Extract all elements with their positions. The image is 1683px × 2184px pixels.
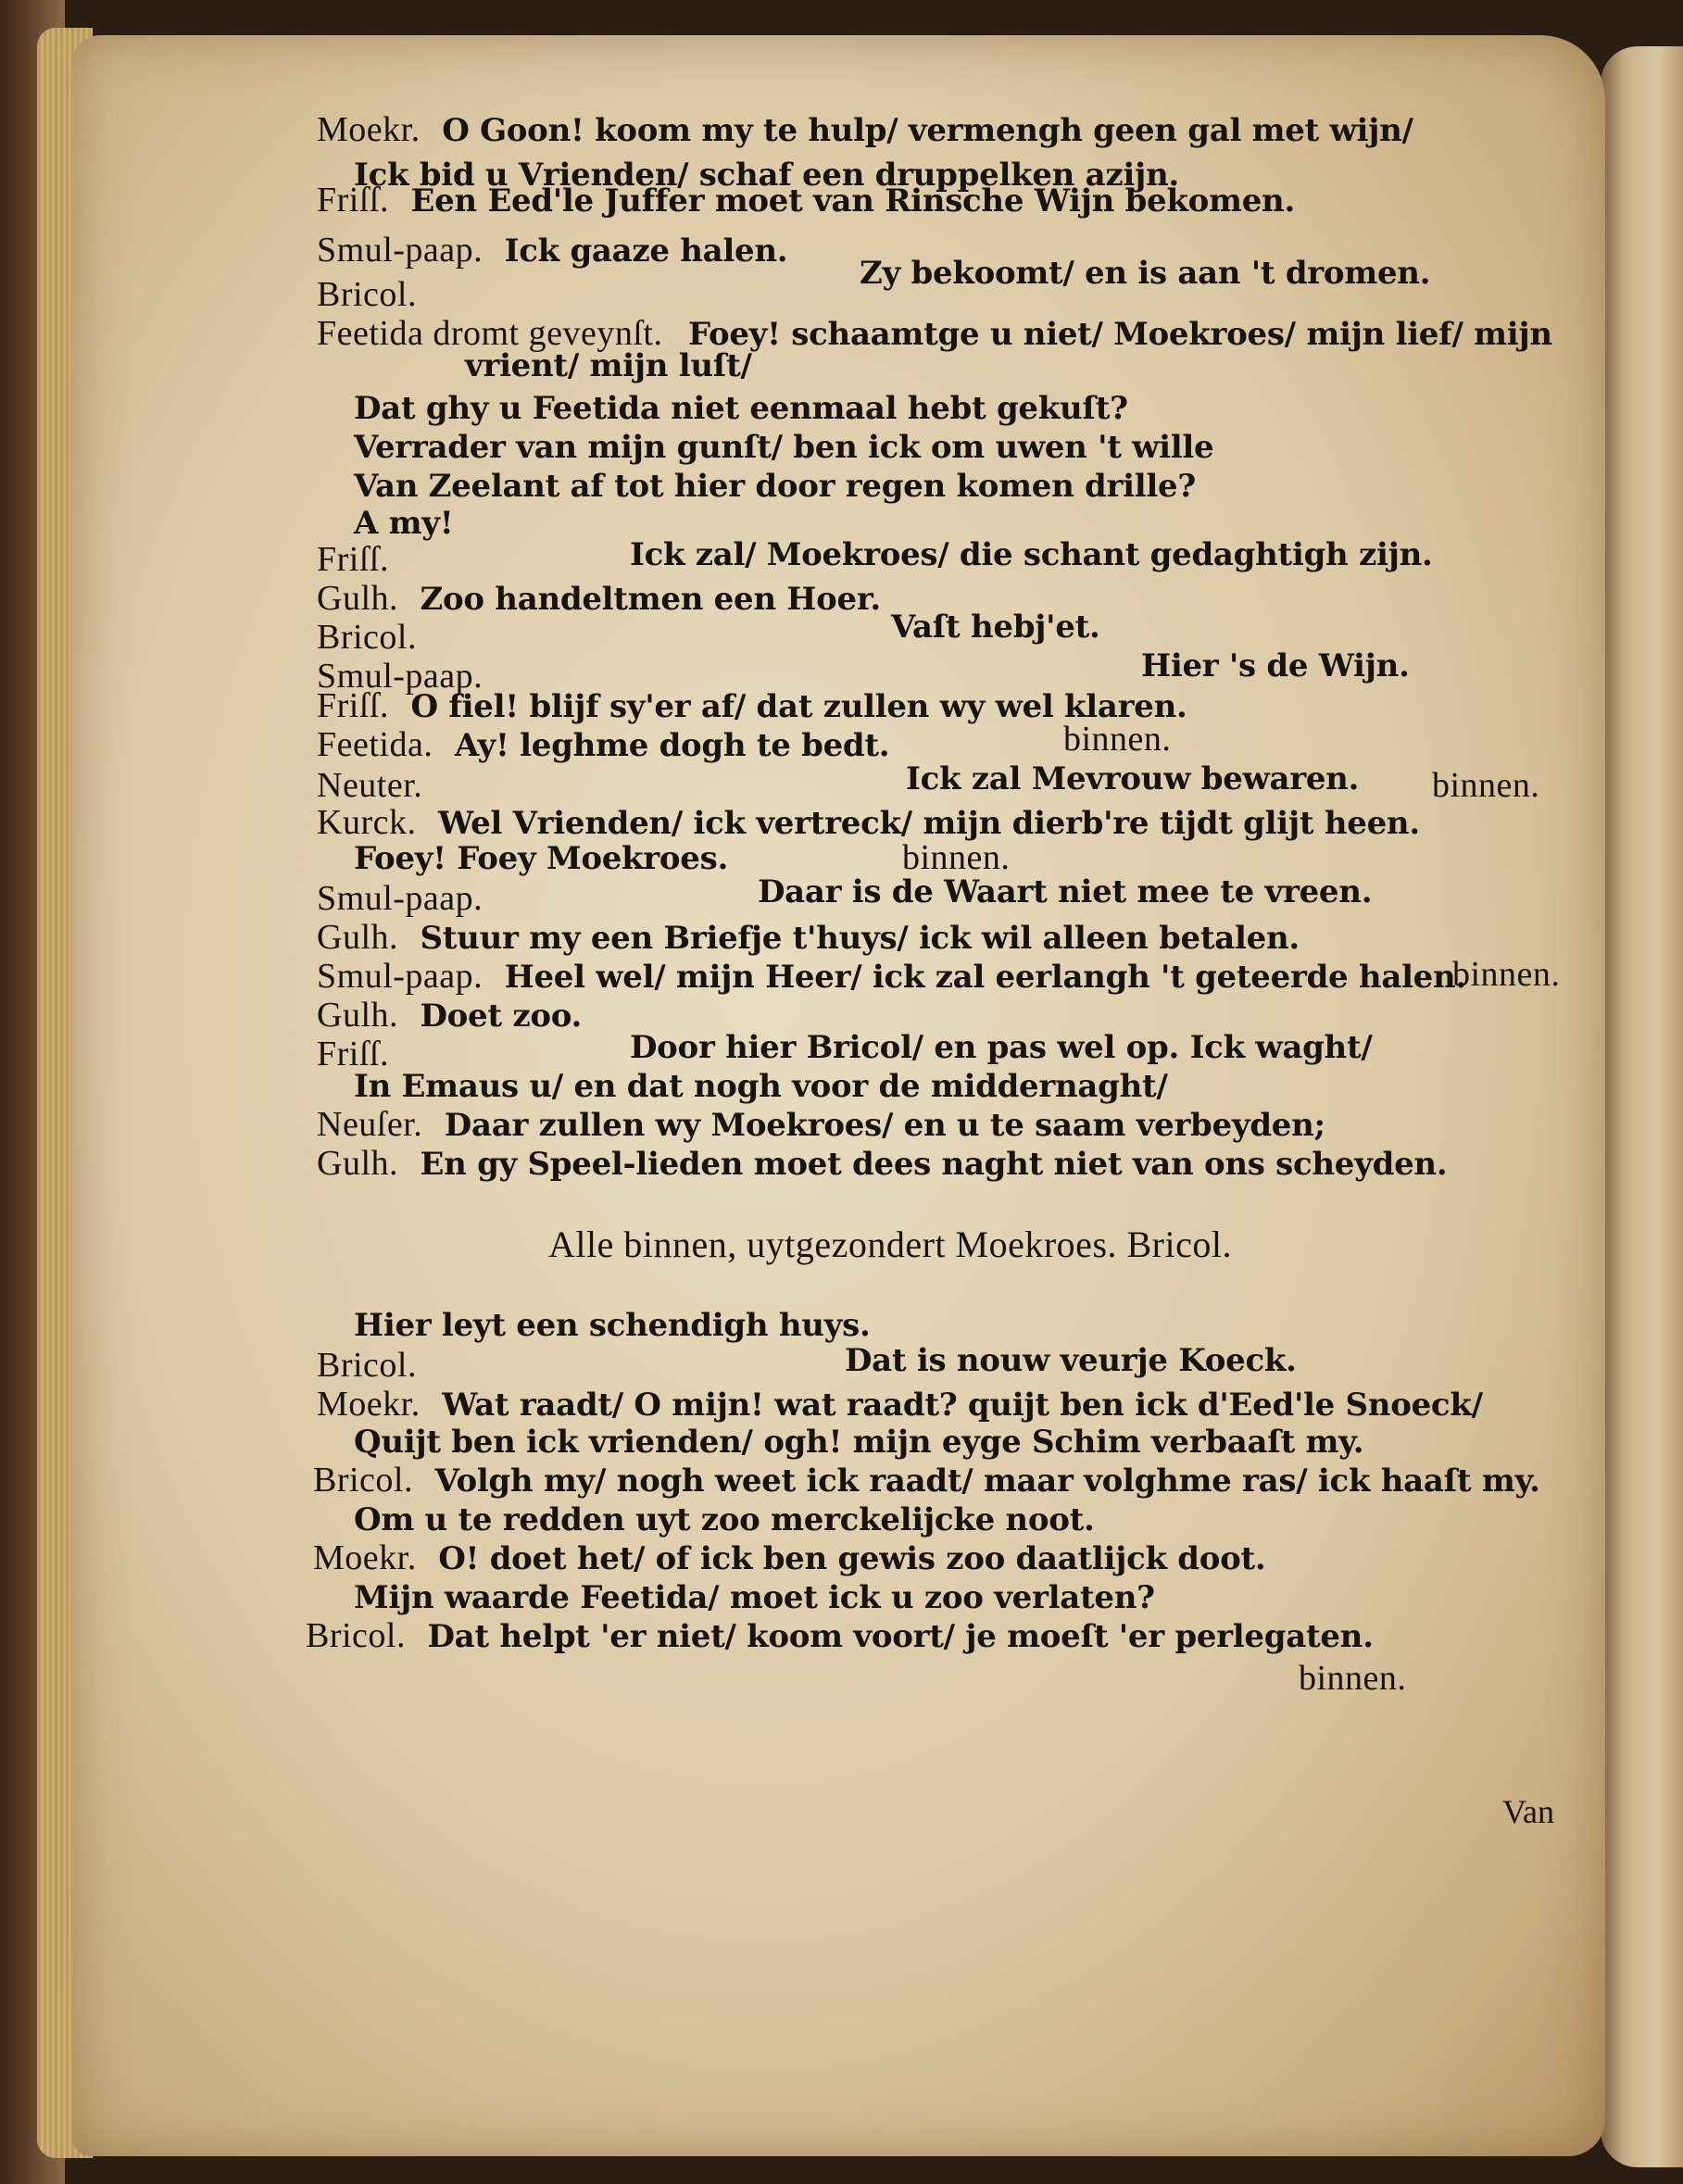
verse-text: Wat raadt/ O mijn! wat raadt? quijt ben ick d'Eed'le Snoeck/	[442, 1387, 1483, 1424]
text-line	[317, 539, 389, 580]
verse-text: Ick zal Mevrouw bewaren.	[906, 760, 1360, 797]
speaker-label: Bricol.	[306, 1616, 406, 1655]
speaker-label: Moekr.	[317, 110, 421, 149]
text-line	[354, 1065, 1168, 1107]
verse-text: O fiel! blijf sy'er af/ dat zullen wy wel klaren.	[410, 688, 1187, 725]
speaker-label: Kurck.	[317, 803, 417, 842]
text-line	[317, 878, 483, 919]
speaker-label: Neuſer.	[317, 1105, 423, 1144]
verse-text: Hier 's de Wijn.	[1141, 647, 1410, 684]
text-line	[1141, 645, 1410, 686]
verse-text: Wel Vrienden/ ick vertreck/ mijn dierb're tijdt glijt heen.	[437, 805, 1420, 842]
text-line	[317, 230, 787, 271]
stage-direction-centered: Alle binnen, uytgezondert Moekroes. Bricol.	[548, 1224, 1232, 1265]
speaker-label: Moekr.	[313, 1538, 417, 1577]
speaker-label: Friſſ.	[317, 1035, 389, 1073]
text-line	[354, 1421, 1363, 1462]
text-line	[465, 345, 752, 386]
text-line	[317, 1143, 1447, 1185]
verse-text: Dat helpt 'er niet/ koom voort/ je moeſt 'er perlegaten.	[427, 1618, 1374, 1655]
speaker-label: Smul-paap.	[317, 879, 484, 918]
text-line	[317, 180, 1295, 221]
stage-direction: binnen.	[1299, 1659, 1407, 1698]
verse-text: Hier leyt een schendigh huys.	[354, 1307, 871, 1344]
verse-text: Vaſt hebj'et.	[891, 609, 1100, 646]
speaker-label: Smul-paap.	[317, 657, 484, 696]
text-line	[306, 1615, 1374, 1657]
verse-text: Heel wel/ mijn Heer/ ick zal eerlangh 't geteerde halen.	[504, 959, 1466, 996]
text-line	[906, 758, 1359, 799]
verse-text: Van Zeelant af tot hier door regen komen drille?	[354, 468, 1196, 505]
verse-text: Foey! Foey Moekroes.	[354, 840, 728, 877]
speaker-label: Feetida.	[317, 725, 433, 764]
text-line	[317, 724, 889, 766]
verse-text: En gy Speel-lieden moet dees naght niet van ons scheyden.	[420, 1146, 1448, 1183]
text-line	[354, 1576, 1155, 1618]
text-line	[317, 617, 417, 658]
speaker-label: Smul-paap.	[317, 231, 484, 270]
verse-text: Dat is nouw veurje Koeck.	[845, 1342, 1297, 1379]
text-line	[317, 109, 1413, 151]
verse-text: Daar zullen wy Moekroes/ en u te saam verbeyden;	[444, 1107, 1325, 1144]
stage-direction: binnen.	[902, 838, 1011, 877]
text-line	[317, 765, 422, 806]
speaker-label: Gulh.	[317, 918, 398, 957]
text-line	[354, 1499, 1095, 1540]
speaker-label: Bricol.	[317, 275, 417, 314]
verse-text: O! doet het/ of ick ben gewis zoo daatlijck doot.	[438, 1540, 1266, 1577]
verse-text: Ick gaaze halen.	[504, 232, 788, 270]
verse-text: Daar is de Waart niet mee te vreen.	[758, 873, 1373, 910]
verse-text: Stuur my een Briefje t'huys/ ick wil alleen betalen.	[420, 920, 1300, 957]
speaker-label: Gulh.	[317, 1144, 398, 1183]
text-line	[758, 871, 1372, 912]
verse-text: O Goon! koom my te hulp/ vermengh geen gal met wijn/	[442, 112, 1413, 149]
speaker-label: Gulh.	[317, 996, 398, 1035]
stage-direction: binnen.	[1432, 766, 1540, 805]
text-line	[317, 274, 417, 315]
stage-direction: binnen.	[1452, 955, 1561, 994]
verse-text: Foey! schaamtge u niet/ Moekroes/ mijn lief/ mijn	[687, 316, 1552, 353]
speaker-label: Friſſ.	[317, 181, 389, 220]
text-line	[317, 956, 1466, 998]
verse-text: Ick bid u Vrienden/ schaf een druppelken azijn.	[354, 157, 1179, 194]
verse-text: Zy bekoomt/ en is aan 't dromen.	[860, 255, 1431, 292]
text-line	[354, 837, 728, 879]
verse-text: Doet zoo.	[420, 998, 583, 1035]
text-line	[630, 533, 1433, 575]
text-line	[630, 1026, 1373, 1068]
text-line	[354, 502, 453, 544]
speaker-label: Feetida dromt geveynſt.	[317, 314, 663, 353]
catchword: Van	[1502, 1793, 1554, 1830]
verse-text: Een Eed'le Juffer moet van Rinsche Wijn bekomen.	[410, 182, 1295, 220]
verse-text: vrient/ mijn luſt/	[465, 347, 752, 384]
text-line	[317, 917, 1300, 959]
verse-text: Dat ghy u Feetida niet eenmaal hebt gekuſt?	[354, 390, 1128, 427]
text-line	[317, 1384, 1483, 1425]
verse-text: A my!	[354, 505, 454, 542]
verse-text: Quijt ben ick vrienden/ ogh! mijn eyge Schim verbaaſt my.	[354, 1424, 1364, 1461]
text-line	[317, 1345, 417, 1386]
speaker-label: Friſſ.	[317, 540, 389, 579]
text-line	[317, 578, 881, 620]
speaker-label: Neuter.	[317, 766, 423, 805]
speaker-label: Moekr.	[317, 1385, 421, 1424]
text-line	[313, 1538, 1265, 1579]
text-line	[860, 252, 1430, 294]
text-line	[845, 1339, 1297, 1381]
speaker-label: Bricol.	[317, 618, 417, 657]
verse-text: Ick zal/ Moekroes/ die schant gedaghtigh zijn.	[630, 536, 1433, 573]
speaker-label: Bricol.	[313, 1461, 413, 1500]
text-line	[354, 426, 1213, 468]
verse-text: Volgh my/ nogh weet ick raadt/ maar volghme ras/ ick haaſt my.	[434, 1462, 1540, 1500]
text-line	[354, 387, 1128, 429]
verse-text: Verrader van mijn gunſt/ ben ick om uwen 't wille	[354, 429, 1214, 466]
text-line	[891, 606, 1100, 647]
speaker-label: Gulh.	[317, 579, 398, 618]
speaker-label: Smul-paap.	[317, 957, 484, 996]
speaker-label: Bricol.	[317, 1346, 417, 1385]
text-line	[317, 995, 582, 1036]
verse-text: In Emaus u/ en dat nogh voor de middernaght/	[354, 1068, 1168, 1105]
text-line	[354, 465, 1196, 507]
text-line	[317, 685, 1187, 727]
text-line	[313, 1460, 1540, 1501]
verse-text: Zoo handeltmen een Hoer.	[420, 581, 881, 618]
text-line	[317, 1104, 1325, 1146]
verse-text: Ay! leghme dogh te bedt.	[454, 727, 890, 764]
verse-text: Door hier Bricol/ en pas wel op. Ick waght/	[630, 1029, 1373, 1066]
stage-direction: binnen.	[1063, 720, 1172, 759]
speaker-label: Friſſ.	[317, 686, 389, 725]
facing-page-edge	[1601, 46, 1683, 2167]
verse-text: Om u te redden uyt zoo merckelijcke noot.	[354, 1501, 1095, 1538]
verse-text: Mijn waarde Feetida/ moet ick u zoo verlaten?	[354, 1579, 1155, 1616]
text-line	[354, 1304, 871, 1346]
